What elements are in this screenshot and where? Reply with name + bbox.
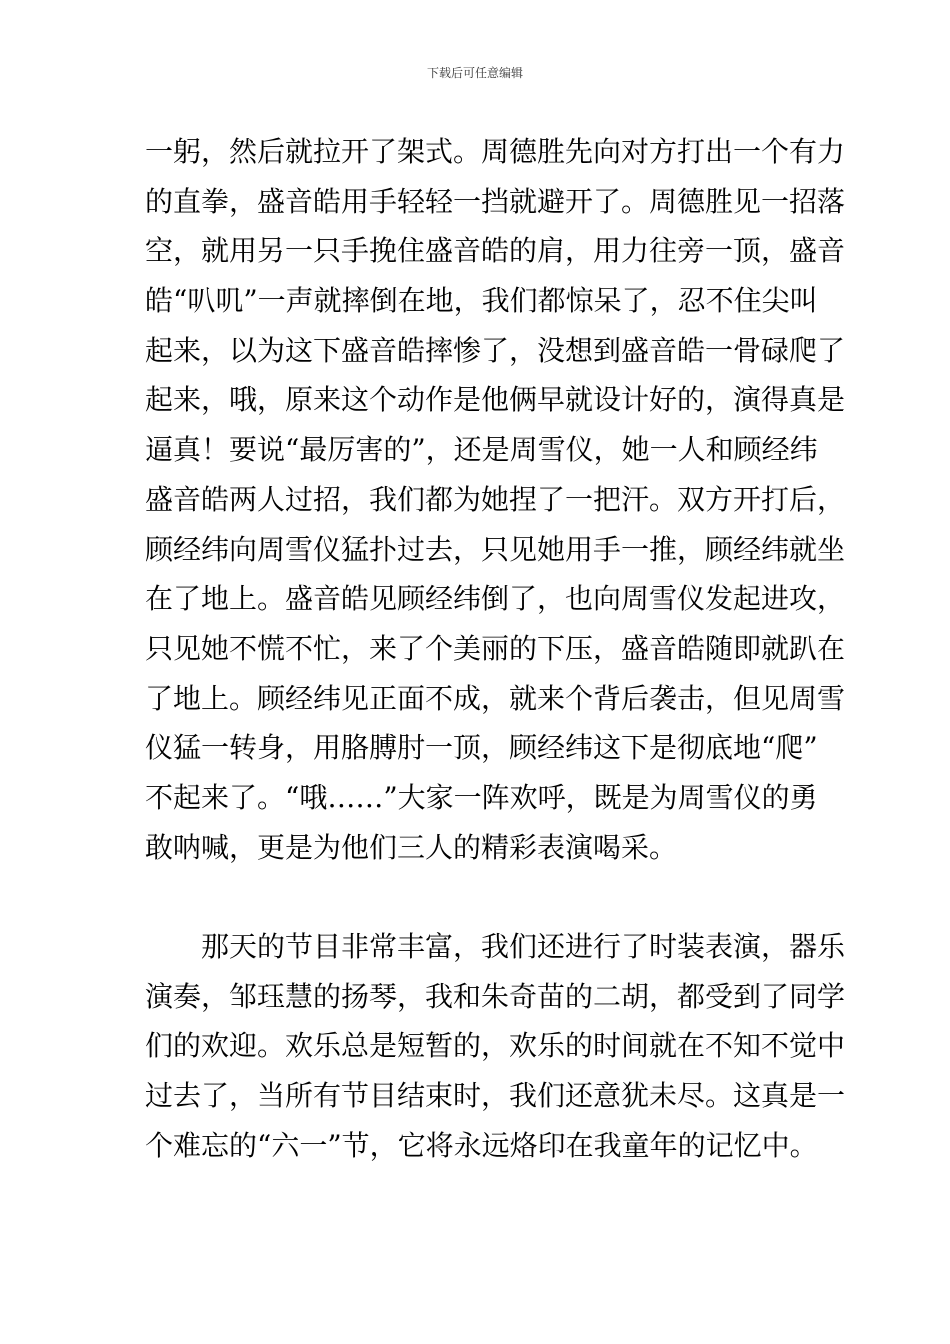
text-line: 空，就用另一只手挽住盛音皓的肩，用力往旁一顶，盛音 [145,234,846,268]
paragraph-2 [145,922,846,1170]
text-line: 个难忘的“六一”节，它将永远烙印在我童年的记忆中。 [145,1128,818,1162]
text-line: 逼真！要说“最厉害的”，还是周雪仪，她一人和顾经纬 [145,433,818,467]
text-line: 不起来了。“哦……”大家一阵欢呼，既是为周雪仪的勇 [145,780,818,814]
text-line: 在了地上。盛音皓见顾经纬倒了，也向周雪仪发起进攻， [145,582,846,616]
text-line: 那天的节目非常丰富，我们还进行了时装表演，器乐 [145,930,846,963]
text-line: 演奏，邹珏慧的扬琴，我和朱奇苗的二胡，都受到了同学 [145,979,846,1013]
text-line: 的直拳，盛音皓用手轻轻一挡就避开了。周德胜见一招落 [145,184,846,218]
paragraph-1 [145,127,846,872]
text-line: 了地上。顾经纬见正面不成，就来个背后袭击，但见周雪 [145,681,846,715]
text-line: 起来，哦，原来这个动作是他俩早就设计好的，演得真是 [145,383,846,417]
text-line: 皓“叭叽”一声就摔倒在地，我们都惊呆了，忍不住尖叫 [145,284,818,318]
text-line: 一躬，然后就拉开了架式。周德胜先向对方打出一个有力 [145,135,846,168]
page-header: 下载后可任意编辑 [426,66,523,80]
text-line: 只见她不慌不忙，来了个美丽的下压，盛音皓随即就趴在 [145,631,846,665]
text-line: 起来，以为这下盛音皓摔惨了，没想到盛音皓一骨碌爬了 [145,333,846,367]
text-line: 敢呐喊，更是为他们三人的精彩表演喝采。 [145,830,678,864]
text-line: 过去了，当所有节目结束时，我们还意犹未尽。这真是一 [145,1079,846,1113]
text-line: 盛音皓两人过招，我们都为她捏了一把汗。双方开打后， [145,482,846,516]
text-line: 们的欢迎。欢乐总是短暂的，欢乐的时间就在不知不觉中 [145,1029,846,1063]
text-line: 仪猛一转身，用胳膊肘一顶，顾经纬这下是彻底地“爬” [145,731,818,765]
text-line: 顾经纬向周雪仪猛扑过去，只见她用手一推，顾经纬就坐 [145,532,846,566]
